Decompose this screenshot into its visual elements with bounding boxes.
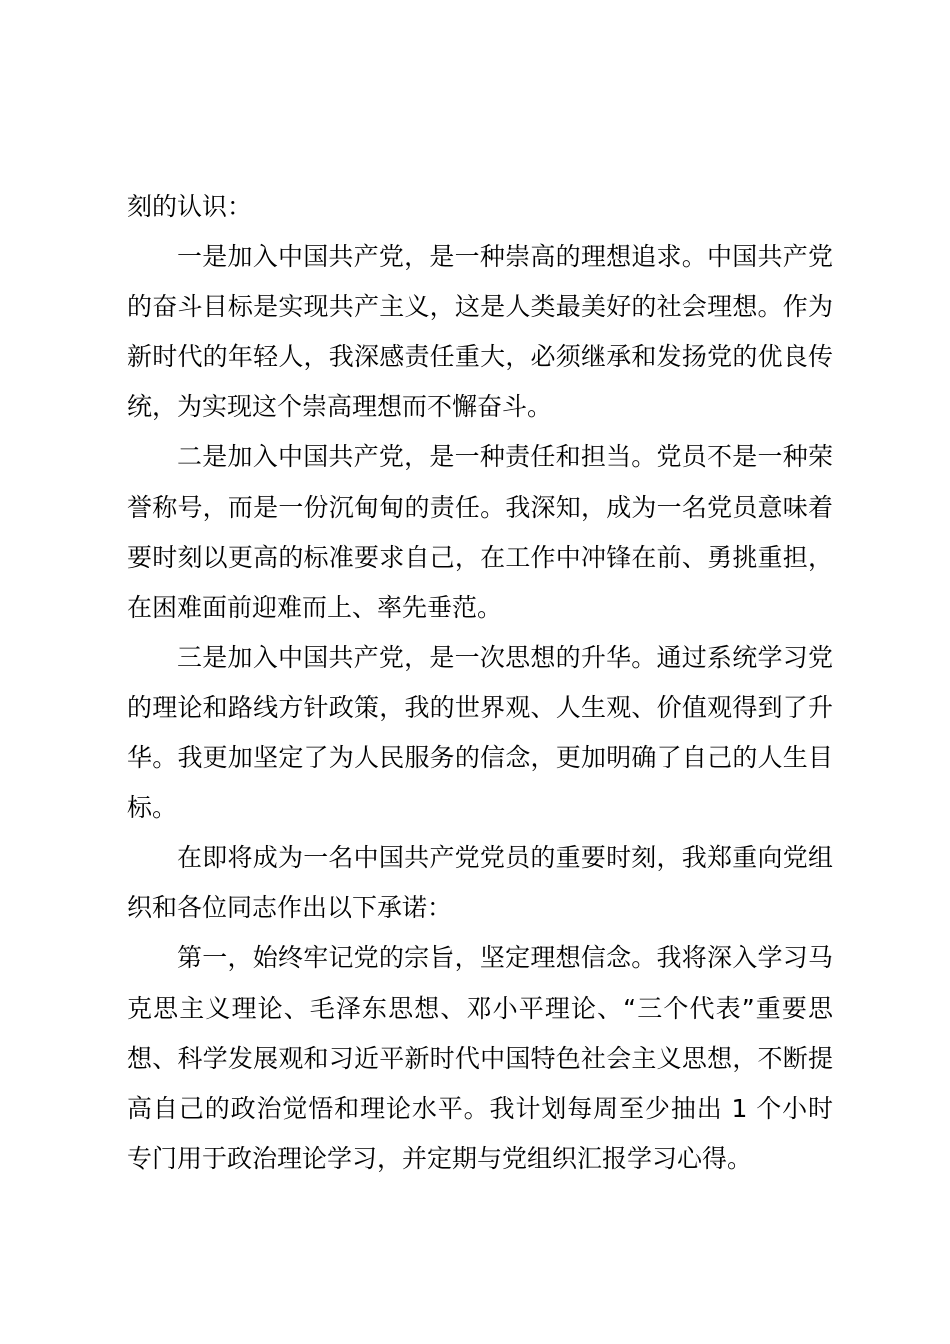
paragraph-point-two: 二是加入中国共产党，是一种责任和担当。党员不是一种荣誉称号，而是一份沉甸甸的责任。我深知，成为一名党员意味着要时刻以更高的标准要求自己，在工作中冲锋在前、勇挑重担，在困难面前迎难而上、率先垂范。 bbox=[127, 442, 833, 622]
paragraph-point-three: 三是加入中国共产党，是一次思想的升华。通过系统学习党的理论和路线方针政策，我的世界观、人生观、价值观得到了升华。我更加坚定了为人民服务的信念，更加明确了自己的人生目标。 bbox=[127, 642, 833, 823]
paragraph-pledge-first: 第一，始终牢记党的宗旨，坚定理想信念。我将深入学习马克思主义理论、毛泽东思想、邓小平理论、“三个代表”重要思想、科学发展观和习近平新时代中国特色社会主义思想，不断提高自己的政治觉悟和理论水平。我计划每周至少抽出 1 个小时专门用于政治理论学习，并定期与党组织汇报学习心得。 bbox=[127, 943, 833, 1173]
paragraph-pledge-intro: 在即将成为一名中国共产党党员的重要时刻，我郑重向党组织和各位同志作出以下承诺： bbox=[127, 843, 833, 923]
paragraph-continuation: 刻的认识： bbox=[127, 192, 253, 221]
paragraph-point-one: 一是加入中国共产党，是一种崇高的理想追求。中国共产党的奋斗目标是实现共产主义，这是人类最美好的社会理想。作为新时代的年轻人，我深感责任重大，必须继承和发扬党的优良传统，为实现这个崇高理想而不懈奋斗。 bbox=[127, 242, 833, 422]
document-body bbox=[127, 182, 833, 1184]
